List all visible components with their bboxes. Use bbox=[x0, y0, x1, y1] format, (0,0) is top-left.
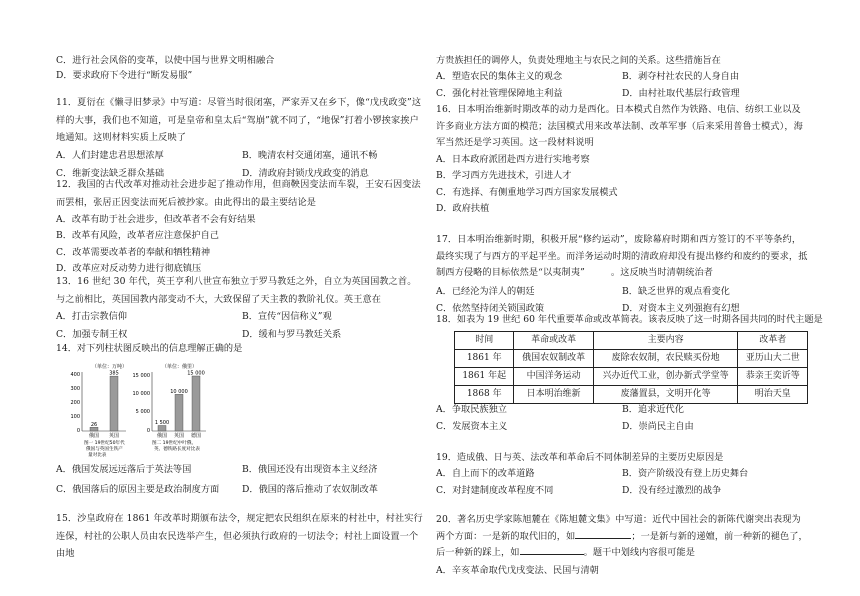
table-cell: 中国洋务运动 bbox=[514, 368, 593, 386]
table-cell: 废藩置县，文明开化等 bbox=[593, 386, 738, 404]
chart2-caption: 图二 19世纪中叶俄、 bbox=[152, 441, 197, 446]
answer-blank bbox=[520, 545, 584, 555]
chart1-category: 俄国 bbox=[88, 433, 100, 439]
stem-part: 。题干中划线内容很可能是 bbox=[583, 547, 696, 559]
table-cell: 1861 年 bbox=[455, 350, 514, 368]
option-d[interactable]: D．崇尚民主自由 bbox=[622, 421, 694, 432]
answer-blank bbox=[585, 266, 611, 275]
option-c[interactable]: C．加强专制王权 bbox=[56, 329, 128, 340]
option-a[interactable]: A．俄国发展远远落后于英法等国 bbox=[56, 464, 192, 475]
reform-table bbox=[454, 331, 808, 404]
option-a[interactable]: A．已经沦为洋人的朝廷 bbox=[436, 285, 535, 297]
question-stem: 12．我国的古代改革对推动社会进步起了推动作用，但商鞅因变法而车裂，王安石因变法而罢相，张居正因变法而死后被抄家。由此得出的最主要结论是 bbox=[56, 179, 421, 208]
option-a[interactable]: A．争取民族独立 bbox=[436, 404, 507, 415]
table-cell: 废除农奴制，农民赎买份地 bbox=[593, 350, 738, 368]
option-b[interactable]: B．缺乏世界的观点看变化 bbox=[622, 285, 730, 297]
question-stem bbox=[436, 232, 808, 282]
option-c[interactable]: C．依然坚持闭关锁国政策 bbox=[436, 302, 545, 314]
chart1-caption: 量对比表 bbox=[88, 453, 107, 458]
chart2-value-label: 15 000 bbox=[187, 370, 205, 377]
table-cell: 日本明治维新 bbox=[514, 386, 593, 404]
table-row bbox=[455, 350, 808, 368]
table-header-cell: 革命或改革 bbox=[514, 332, 593, 350]
answer-blank bbox=[575, 529, 631, 539]
option-a[interactable]: A．打击宗教信仰 bbox=[56, 311, 127, 322]
question-stem: 11．夏衍在《懒寻旧梦录》中写道：尽管当时很闭塞，严家弄又在乡下，像“戊戌政变”这样的大事，我们也不知道，可是皇帝和皇太后“驾崩”就不同了，“地保”打着小锣挨家挨户地通知。这则材料实质上反映了 bbox=[56, 97, 422, 143]
question-12 bbox=[56, 176, 424, 276]
option-a[interactable]: A．辛亥革命取代戊戌变法、民国与清朝 bbox=[436, 564, 599, 576]
option-b[interactable]: B．晚清农村交通闭塞，通讯不畅 bbox=[242, 149, 378, 161]
table-header-cell: 主要内容 bbox=[593, 332, 738, 350]
question-14-options bbox=[56, 464, 424, 497]
question-stem: 18．如表为 19 世纪 60 年代重要革命或改革简表。该表反映了这一时期各国共同的时代主题是 bbox=[436, 314, 823, 325]
chart1-value-label: 385 bbox=[109, 370, 119, 377]
option-d[interactable]: D．由村社取代基层行政管理 bbox=[622, 88, 740, 100]
option-a[interactable]: A．人们封建忠君思想浓厚 bbox=[56, 149, 164, 161]
option-b[interactable]: B．俄国还没有出现资本主义经济 bbox=[242, 464, 378, 475]
chart1-tick: 200 bbox=[70, 400, 80, 406]
chart2-tick: 10 000 bbox=[132, 391, 150, 397]
question-stem: 19．造成俄、日与英、法改革和革命后不同体制差异的主要历史原因是 bbox=[436, 452, 724, 463]
option-c[interactable]: C．有选择、有侧重地学习西方国家发展模式 bbox=[436, 186, 618, 198]
stem-part: 。这反映当时清朝统治者 bbox=[610, 267, 714, 279]
table-cell: 1861 年起 bbox=[455, 368, 514, 386]
chart-railway-length bbox=[133, 363, 207, 452]
option-a[interactable]: A．塑造农民的集体主义的观念 bbox=[436, 71, 563, 83]
chart1-bar bbox=[110, 376, 118, 431]
table-header-cell: 时间 bbox=[455, 332, 514, 350]
question-stem bbox=[436, 512, 808, 562]
stem-part: 20．著名历史学家陈旭麓在《陈旭麓文集》中写道：近代中国社会的新陈代谢突出表现为两个方面：一是新的取代旧的，如 bbox=[436, 514, 801, 542]
question-19 bbox=[436, 452, 808, 498]
option-b[interactable]: B．剥夺村社农民的人身自由 bbox=[622, 71, 740, 83]
question-stem: 15．沙皇政府在 1861 年改革时期颁布法令，规定把农民组织在原来的村社中，村社实行连保，村社的公职人员由农民选举产生，但必须执行政府的一切法令；村社上面设置一个由地 bbox=[56, 513, 423, 559]
question-stem: 16．日本明治维新时期改革的动力是西化。日本模式自然作为铁路、电信、纺织工业以及许多商业方法方面的模范；法国模式用来改革法制、改革军事（后来采用普鲁士模式），海军当然还是学习英国。这一段材料说明 bbox=[436, 104, 803, 149]
table-cell: 俄国农奴制改革 bbox=[514, 350, 593, 368]
table-row bbox=[455, 368, 808, 386]
table-cell: 兴办近代工业，创办新式学堂等 bbox=[593, 368, 738, 386]
chart1-caption: 俄国与英国生铁产 bbox=[86, 447, 123, 452]
option-b[interactable]: B．宣传“因信称义”观 bbox=[242, 311, 332, 322]
option-c[interactable]: C．进行社会风俗的变革，以使中国与世界文明相融合 bbox=[56, 55, 275, 66]
question-stem: 13．16 世纪 30 年代，英王亨利八世宣布独立于罗马教廷之外，自立为英国国教之首。与之前相比，英国国教内部变动不大，大致保留了天主教的教阶礼仪。英王意在 bbox=[56, 276, 417, 305]
chart2-tick: 5 000 bbox=[135, 409, 150, 415]
chart1-tick: 300 bbox=[70, 386, 80, 392]
option-d[interactable]: D．俄国的落后推动了农奴制改革 bbox=[242, 484, 378, 495]
table-row bbox=[455, 386, 808, 404]
question-stem: 14．对下列柱状图反映出的信息理解正确的是 bbox=[56, 343, 243, 354]
chart2-category: 英国 bbox=[173, 433, 185, 439]
option-b[interactable]: B．追求近代化 bbox=[622, 404, 684, 415]
option-b[interactable]: B．学习西方先进技术，引进人才 bbox=[436, 170, 572, 182]
chart1-category: 英国 bbox=[108, 433, 120, 439]
question-16 bbox=[436, 102, 808, 215]
option-c[interactable]: C．改革需要改革者的奉献和牺牲精神 bbox=[56, 246, 211, 258]
option-d[interactable]: D．缓和与罗马教廷关系 bbox=[242, 329, 342, 340]
question-13 bbox=[56, 273, 424, 342]
table-header-cell: 改革者 bbox=[738, 332, 808, 350]
chart1-caption: 图一 19世纪50年代 bbox=[84, 441, 125, 446]
option-d[interactable]: D．要求政府下令进行“断发易服” bbox=[56, 70, 193, 82]
question-18 bbox=[436, 314, 823, 326]
option-c[interactable]: C．俄国落后的原因主要是政治制度方面 bbox=[56, 484, 220, 495]
option-a[interactable]: A．改革有助于社会进步，但改革者不会有好结果 bbox=[56, 214, 256, 225]
chart-iron-output bbox=[70, 363, 127, 458]
bar-chart-figure bbox=[64, 360, 214, 460]
option-b[interactable]: B．资产阶级没有登上历史舞台 bbox=[622, 468, 749, 480]
table-cell: 亚历山大二世 bbox=[738, 350, 808, 368]
chart1-tick: 0 bbox=[76, 428, 80, 434]
option-c[interactable]: C．发展资本主义 bbox=[436, 421, 508, 432]
option-c[interactable]: C．强化村社管理保障地主利益 bbox=[436, 88, 563, 100]
question-15-continued bbox=[436, 55, 808, 101]
question-10-options bbox=[56, 55, 424, 83]
option-a[interactable]: A．自上而下的改革道路 bbox=[436, 468, 535, 480]
chart1-tick: 100 bbox=[70, 414, 80, 420]
stem-part: ；一是新与新的递嬗，前一种新的褪色了，后一种新的踩上，如 bbox=[436, 530, 808, 559]
question-stem-continued: 方贵族担任的调停人，负责处理地主与农民之间的关系。这些措施旨在 bbox=[436, 55, 721, 66]
chart2-value-label: 10 000 bbox=[170, 388, 188, 395]
table-cell: 1868 年 bbox=[455, 386, 514, 404]
question-11 bbox=[56, 94, 424, 181]
option-d[interactable]: D．对资本主义列强抱有幻想 bbox=[622, 302, 740, 314]
table-cell: 恭亲王奕䜣等 bbox=[738, 368, 808, 386]
option-d[interactable]: D．政府扶植 bbox=[436, 203, 490, 215]
option-c[interactable]: C．维新变法缺乏群众基础 bbox=[56, 167, 165, 179]
chart1-tick: 400 bbox=[70, 372, 80, 378]
option-a[interactable]: A．日本政府派团赴西方进行实地考察 bbox=[436, 153, 590, 165]
option-d[interactable]: D．改革应对反动势力进行彻底镇压 bbox=[56, 263, 202, 275]
chart2-tick: 0 bbox=[146, 428, 150, 434]
chart1-bar bbox=[90, 427, 98, 431]
chart2-bar bbox=[192, 376, 200, 431]
question-14 bbox=[56, 343, 424, 355]
option-b[interactable]: B．改革有风险，改革者应注意保护自己 bbox=[56, 230, 219, 242]
table-header-row bbox=[455, 332, 808, 350]
chart1-value-label: 26 bbox=[90, 421, 98, 428]
bar-charts bbox=[64, 360, 214, 460]
chart2-tick: 15 000 bbox=[132, 373, 150, 379]
stem-part: 17．日本明治维新时期，积极开展“修约运动”，废除幕府时期和西方签订的不平等条约，最终实现了与西方的平起平坐。而洋务运动时期的清政府却没有提出修约和废约的要求，抵制西方侵略的目标依然是“以夷制夷” bbox=[436, 234, 808, 279]
chart1-unit: （单位：万吨） bbox=[92, 364, 128, 370]
option-c[interactable]: C．对封建制度改革程度不同 bbox=[436, 485, 554, 497]
chart2-unit: （单位：俄里） bbox=[162, 364, 198, 370]
question-18-options bbox=[436, 404, 808, 434]
chart2-caption: 英、德铁路长度对比表 bbox=[154, 447, 200, 452]
reform-table-wrapper bbox=[436, 331, 808, 403]
chart2-bar bbox=[158, 426, 166, 432]
chart2-category: 德国 bbox=[190, 433, 202, 439]
chart2-bar bbox=[175, 394, 183, 431]
question-17 bbox=[436, 232, 808, 316]
table-cell: 明治天皇 bbox=[738, 386, 808, 404]
question-20 bbox=[436, 512, 808, 577]
chart2-value-label: 1 500 bbox=[154, 420, 170, 426]
option-d[interactable]: D．清政府封锁戊戌政变的消息 bbox=[242, 167, 369, 179]
option-d[interactable]: D．没有经过激烈的战争 bbox=[622, 485, 722, 497]
question-15 bbox=[56, 510, 424, 563]
chart2-category: 俄国 bbox=[156, 433, 168, 439]
